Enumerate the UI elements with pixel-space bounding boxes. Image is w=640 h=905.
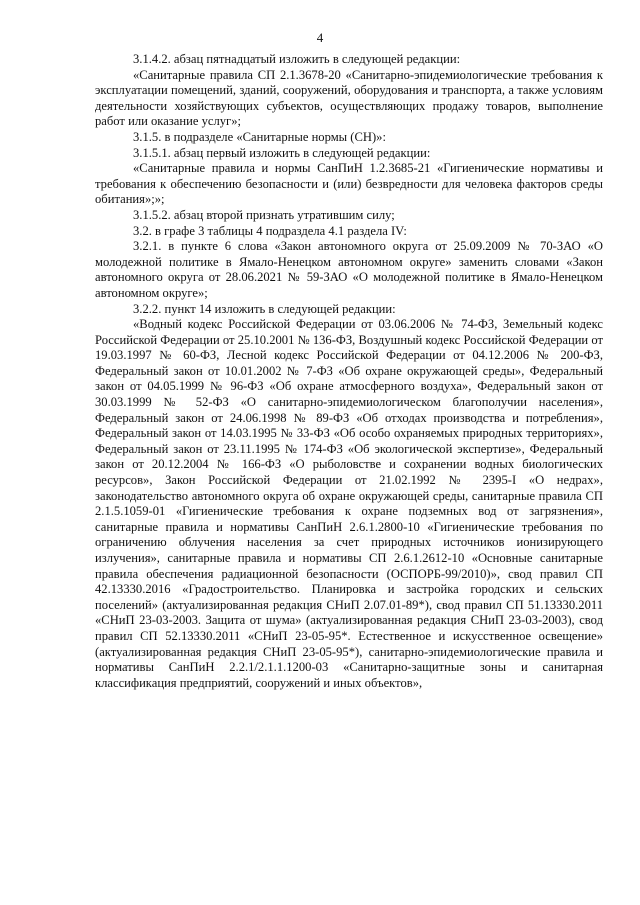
paragraph-3-1-4-2: 3.1.4.2. абзац пятнадцатый изложить в следующей редакции:	[133, 52, 461, 66]
paragraph-sanitary-rules-sp-2-1-3678-20: «Санитарные правила СП 2.1.3678-20 «Санитарно-эпидемиологические требования к эксплуатации помещений, зданий, сооружений, оборудования и транспорта, а также условиям деятельности хозяйствующих субъектов, осуществляющих продажу товаров, выполнение работ или оказание услуг»;	[95, 67, 603, 129]
paragraph-3-1-5-1: 3.1.5.1. абзац первый изложить в следующей редакции:	[133, 145, 431, 160]
paragraph-3-1-5-2: 3.1.5.2. абзац второй признать утратившим силу;	[133, 207, 395, 222]
paragraph-sanpin-1-2-3685-21: «Санитарные правила и нормы СанПиН 1.2.3685-21 «Гигиенические нормативы и требования к обеспечению безопасности и (или) безвредности для человека факторов среды обитания»;»;	[95, 161, 603, 207]
paragraph-legal-acts-list: «Водный кодекс Российской Федерации от 03.06.2006 № 74-ФЗ, Земельный кодекс Российской Федерации от 25.10.2001 № 136-ФЗ, Воздушный кодекс Российской Федерации от 19.03.1997 № 60-ФЗ, Лесной кодекс Российской Федерации от 04.12.2006 № 200-ФЗ, Федеральный закон от 10.01.2002 № 7-ФЗ «Об охране окружающей среды», Федеральный закон от 04.05.1999 № 96-ФЗ «Об охране атмосферного воздуха», Федеральный закон от 30.03.1999 № 52-ФЗ «О санитарно-эпидемиологическом благополучии населения», Федеральный закон от 24.06.1998 № 89-ФЗ «Об отходах производства и потребления», Федеральный закон от 14.03.1995 № 33-ФЗ «Об особо охраняемых природных территориях», Федеральный закон от 23.11.1995 № 174-ФЗ «Об экологической экспертизе», Федеральный закон от 20.12.2004 № 166-ФЗ «О рыболовстве и сохранении водных биологических ресурсов», Закон Российской Федерации от 21.02.1992 № 2395-I «О недрах», законодательство автономного округа об охране окружающей среды, санитарные правила СП 2.1.5.1059-01 «Гигиенические требования к охране подземных вод от загрязнения», санитарные правила и нормативы СанПиН 2.6.1.2800-10 «Гигиенические требования по ограничению облучения населения за счет природных источников ионизирующего излучения», санитарные правила и нормативы СП 2.6.1.2612-10 «Основные санитарные правила обеспечения радиационной безопасности (ОСПОРБ-99/2010)», свод правил СП 42.13330.2016 «Градостроительство. Планировка и застройка городских и сельских поселений» (актуализированная редакция СНиП 2.07.01-89*), свод правил СП 51.13330.2011 «СНиП 23-03-2003. Защита от шума» (актуализированная редакция СНиП 23-03-2003), свод правил СП 52.13330.2011 «СНиП 23-05-95*. Естественное и искусственное освещение» (актуализированная редакция СНиП 23-05-95*), санитарно-эпидемиологические правила и нормативы СанПиН 2.2.1/2.1.1.1200-03 «Санитарно-защитные зоны и санитарная классификация предприятий, сооружений и иных объектов»,	[95, 317, 603, 690]
paragraph-3-1-5: 3.1.5. в подразделе «Санитарные нормы (СН)»:	[133, 129, 386, 144]
paragraph-3-2-2: 3.2.2. пункт 14 изложить в следующей редакции:	[133, 301, 396, 316]
paragraph-3-2: 3.2. в графе 3 таблицы 4 подраздела 4.1 раздела IV:	[133, 223, 407, 238]
paragraph-3-2-1: 3.2.1. в пункте 6 слова «Закон автономного округа от 25.09.2009 № 70-ЗАО «О молодежной политике в Ямало-Ненецком автономном округе» заменить словами «Закон автономного округа от 28.06.2021 № 59-ЗАО «О молодежной политике в Ямало-Ненецком автономном округе»;	[95, 239, 603, 300]
page-number: 4	[316, 30, 324, 45]
document-body	[95, 52, 603, 691]
